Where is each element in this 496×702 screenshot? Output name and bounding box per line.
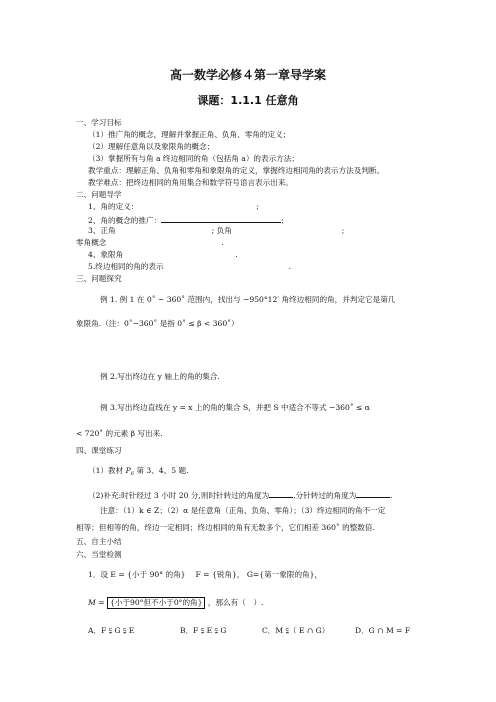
page-title: 高一数学必修４第一章导学案 [169,68,326,82]
question-5-end: . [288,262,292,271]
teaching-difficulty: 教学难点：把终边相同的角用集合和数学符号语言表示出来。 [88,178,294,187]
example-2: 例 2.写出终边在 y 轴上的角的集合. [100,372,220,381]
lesson-subtitle: 课题：1.1.1 任意角 [197,94,299,107]
question-zero-angle [76,238,224,248]
question-4 [88,250,238,260]
goal-1: （1）推广角的概念，理解并掌握正角、负角、零角的定义； [88,130,291,139]
section-heading-explore: 三、问题探究 [76,274,122,283]
goal-2: （2）理解任意角以及象限角的概念； [88,142,215,151]
question-5 [88,262,291,272]
practice-2-text-c: . [390,491,393,500]
zero-angle-end: . [221,238,224,247]
section-heading-test: 六、当堂检测 [76,550,122,559]
goal-3: （3）掌握所有与角 a 终边相同的角（包括角 a）的表示方法； [88,154,299,163]
textbook-symbol: P [125,466,131,475]
practice-2-text-a: （2)补充:时针经过 3 小时 20 分,则时针转过的角度为 [88,491,270,500]
question-2-end: ; [281,216,284,225]
practice-1 [88,466,189,479]
question-2-label: 2、角的概念的推广： [88,216,162,225]
practice-2-text-b: ,分针转过的角度为 [293,491,357,500]
practice-1-label: （1）教材 [88,466,124,475]
option-a: A．F ⫋ G ⫋ E [88,626,135,635]
question-2-blank[interactable] [161,214,281,223]
option-d: D．G ∩ M = F [355,626,411,635]
question-3 [88,226,344,236]
minute-hand-blank[interactable] [356,489,393,500]
option-b: B．F ⫋ E ⫋ G [180,626,227,635]
question-1 [88,202,259,212]
example-3-line-1: 例 3.写出终边直线在 y = x 上的角的集合 S，并把 S 中适合不等式 −360˚ ≤ α [100,403,370,412]
example-1-line-1: 例 1. 例 1 在 0˚ ~ 360˚ 范围内，找出与 −950°12′ 角终边相同的角，并判定它是第几 [100,295,396,304]
question-1-label: 1、角的定义： [88,202,139,211]
set-m-prefix: M = [88,598,105,607]
practice-2 [88,489,393,501]
hour-hand-blank[interactable] [269,489,293,498]
question-4-label: 4、象限角 [88,250,124,259]
question-3-negative: ; 负角 [211,226,232,235]
question-4-end: . [235,250,238,259]
question-3-end: ; [341,226,345,235]
question-5-label: 5.终边相同的角的表示 [88,262,164,271]
section-heading-summary: 五、自主小结 [76,537,122,546]
section-heading-goals: 一、学习目标 [76,118,122,127]
set-m-box: {小于90°但不小于0°的角} [107,597,206,609]
note-line-2: 相等；但相等的角，终边一定相同；终边相同的角有无数多个，它们相差 360˚ 的整数倍. [76,523,375,532]
question-2 [88,214,284,226]
test-question-1: 1．设 E = {小于 90° 的角} F = {锐角}， G={第一象限的角}， [88,570,323,579]
question-3-label: 3、正角 [88,226,116,235]
section-heading-guide: 二、问题导学 [76,190,122,199]
example-1-line-2: 象限角.（注：0˚−360˚ 是指 0˚ ≤ β < 360˚） [76,319,239,328]
section-heading-practice: 四、课堂练习 [76,446,122,455]
practice-1-text: 第 3、4、5 题. [136,466,189,475]
set-m-definition [88,597,263,609]
textbook-page: 6 [130,471,134,477]
set-m-suffix: ，那么有（ ）. [207,598,264,607]
question-1-end: ; [256,202,259,211]
zero-angle-label: 零角概念 [76,238,107,247]
option-c: C．M ⫋（ E ∩ G） [262,626,330,635]
note-line-1: 注意：（1）k ∈ Z；（2）α 是任意角（正角、负角、零角）；（3）终边相同的角不一定 [100,506,386,515]
example-3-line-2: < 720˚ 的元素 β 写出来. [76,429,163,438]
teaching-focus: 教学重点：理解正角、负角和零角和象限角的定义，掌握终边相同角的表示方法及判断。 [88,166,385,175]
